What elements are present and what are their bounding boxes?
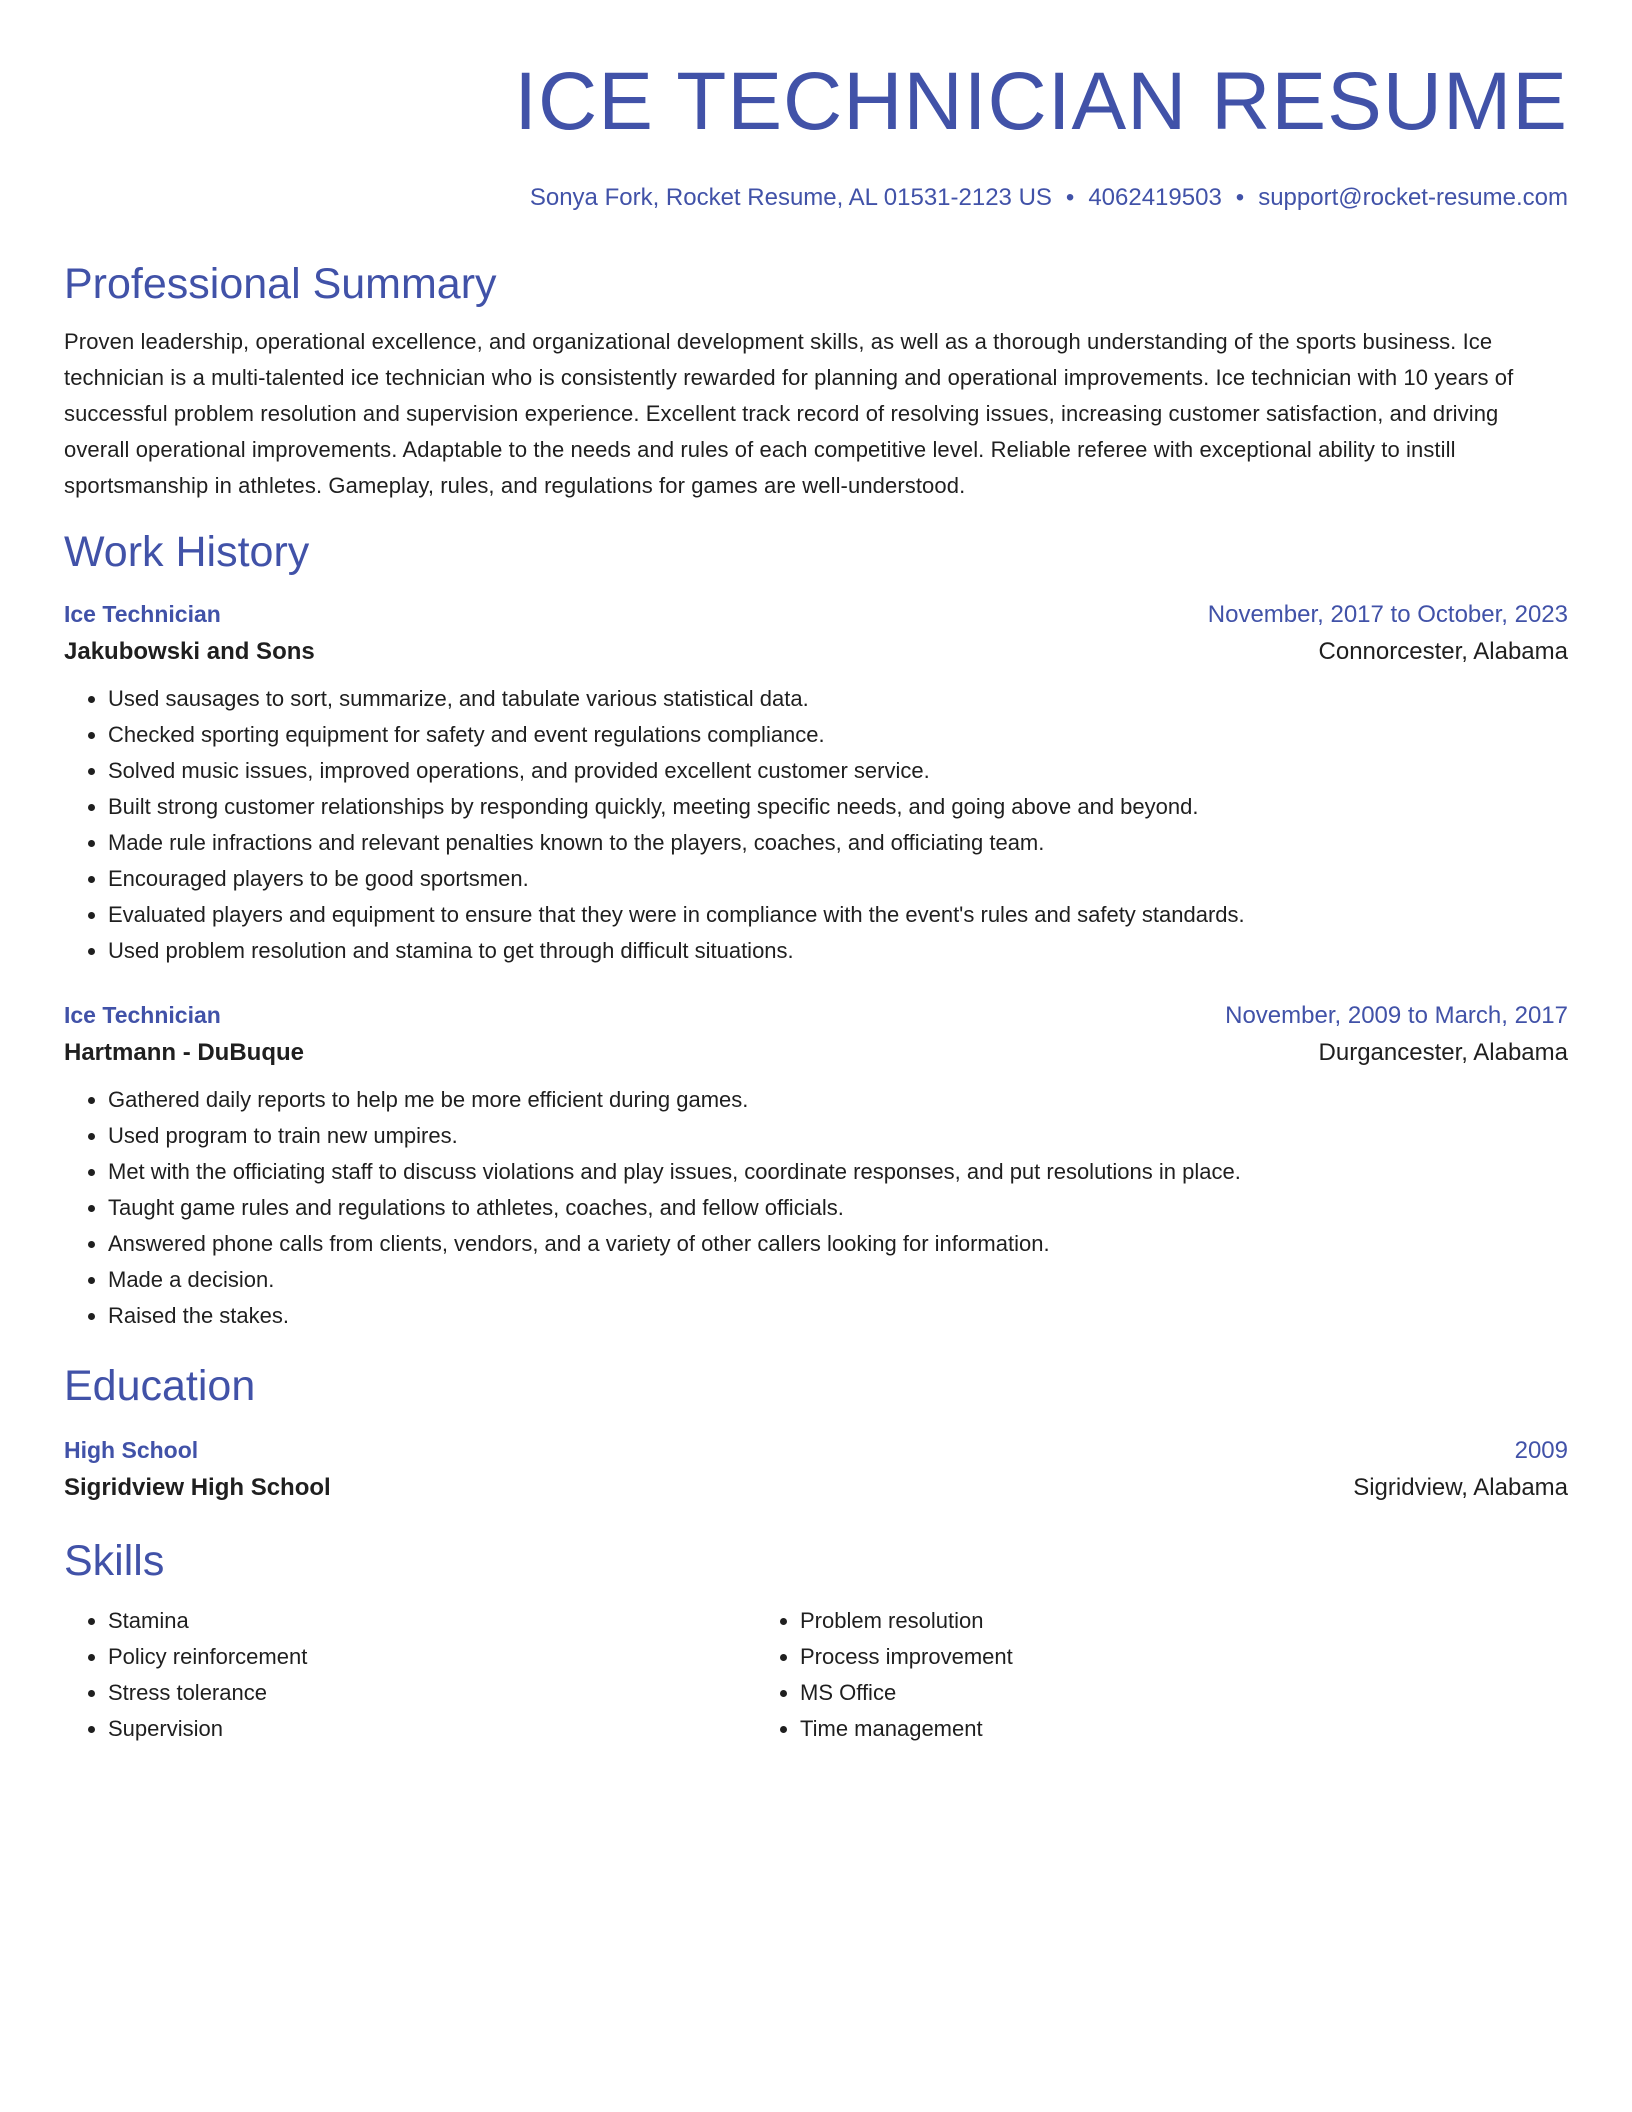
education-school: Sigridview High School xyxy=(64,1474,331,1501)
summary-text: Proven leadership, operational excellence, and organizational development skills, as well as a thorough understanding of the sports business. Ice technician is a multi-talented ice technician who is consistently rewarded for planning and operational improvements. Ice technician with 10 years of successful problem resolution and supervision experience. Excellent track record of resolving issues, increasing customer satisfaction, and driving overall operational improvements. Adaptable to the needs and rules of each competitive level. Reliable referee with exceptional ability to instill sportsmanship in athletes. Gameplay, rules, and regulations for games are well-understood. xyxy=(64,329,1514,498)
job-location: Durgancester, Alabama xyxy=(1318,1039,1568,1066)
work-history-heading: Work History xyxy=(64,528,310,576)
contact-phone: 4062419503 xyxy=(1088,184,1222,211)
skills-heading: Skills xyxy=(64,1537,165,1585)
job-duty: • Checked sporting equipment for safety and event regulations compliance. xyxy=(108,717,1568,753)
job-entry xyxy=(64,999,1568,1334)
job-dates: November, 2017 to October, 2023 xyxy=(1207,601,1568,628)
job-duty: • Built strong customer relationships by responding quickly, meeting specific needs, and going above and beyond. xyxy=(108,789,1568,825)
job-duty: • Used program to train new umpires. xyxy=(108,1118,1568,1154)
education-entry xyxy=(64,1434,1568,1505)
education-year: 2009 xyxy=(1514,1437,1568,1464)
skill-item: • Process improvement xyxy=(800,1639,1448,1675)
job-duty: • Made a decision. xyxy=(108,1262,1568,1298)
job-dates: November, 2009 to March, 2017 xyxy=(1225,1002,1568,1029)
education-degree: High School xyxy=(64,1437,199,1463)
skill-item: • Supervision xyxy=(108,1711,756,1747)
job-duty: • Used sausages to sort, summarize, and tabulate various statistical data. xyxy=(108,681,1568,717)
job-title: Ice Technician xyxy=(64,601,221,627)
job-duty: • Used problem resolution and stamina to get through difficult situations. xyxy=(108,933,1568,969)
education-heading: Education xyxy=(64,1362,256,1410)
job-duty: • Solved music issues, improved operations, and provided excellent customer service. xyxy=(108,753,1568,789)
job-duty: • Gathered daily reports to help me be more efficient during games. xyxy=(108,1082,1568,1118)
education-location: Sigridview, Alabama xyxy=(1353,1474,1568,1501)
contact-separator: • xyxy=(1235,184,1245,211)
job-duties-list xyxy=(64,1082,1568,1334)
skill-item: • Stress tolerance xyxy=(108,1675,756,1711)
job-duty: • Encouraged players to be good sportsmen. xyxy=(108,861,1568,897)
job-duty: • Raised the stakes. xyxy=(108,1298,1568,1334)
skill-item: • MS Office xyxy=(800,1675,1448,1711)
contact-separator: • xyxy=(1065,184,1075,211)
skill-item: • Problem resolution xyxy=(800,1603,1448,1639)
contact-line xyxy=(64,182,1568,214)
resume-title: ICE TECHNICIAN RESUME xyxy=(514,56,1568,147)
job-company: Hartmann - DuBuque xyxy=(64,1039,304,1066)
job-duty: • Evaluated players and equipment to ensure that they were in compliance with the event's rules and safety standards. xyxy=(108,897,1568,933)
job-entry xyxy=(64,598,1568,969)
skills-list-right xyxy=(756,1603,1448,1747)
job-duties-list xyxy=(64,681,1568,969)
job-duty: • Answered phone calls from clients, vendors, and a variety of other callers looking for information. xyxy=(108,1226,1568,1262)
job-title: Ice Technician xyxy=(64,1002,221,1028)
summary-heading: Professional Summary xyxy=(64,260,497,308)
skill-item: • Time management xyxy=(800,1711,1448,1747)
skills-list-left xyxy=(64,1603,756,1747)
job-duty: • Made rule infractions and relevant penalties known to the players, coaches, and officiating team. xyxy=(108,825,1568,861)
job-duty: • Taught game rules and regulations to athletes, coaches, and fellow officials. xyxy=(108,1190,1568,1226)
contact-email: support@rocket-resume.com xyxy=(1258,184,1568,211)
contact-address: Sonya Fork, Rocket Resume, AL 01531-2123 US xyxy=(529,184,1052,211)
job-company: Jakubowski and Sons xyxy=(64,638,315,665)
skill-item: • Policy reinforcement xyxy=(108,1639,756,1675)
skills-columns xyxy=(64,1603,1568,1747)
job-location: Connorcester, Alabama xyxy=(1318,638,1568,665)
skill-item: • Stamina xyxy=(108,1603,756,1639)
job-duty: • Met with the officiating staff to discuss violations and play issues, coordinate responses, and put resolutions in place. xyxy=(108,1154,1568,1190)
